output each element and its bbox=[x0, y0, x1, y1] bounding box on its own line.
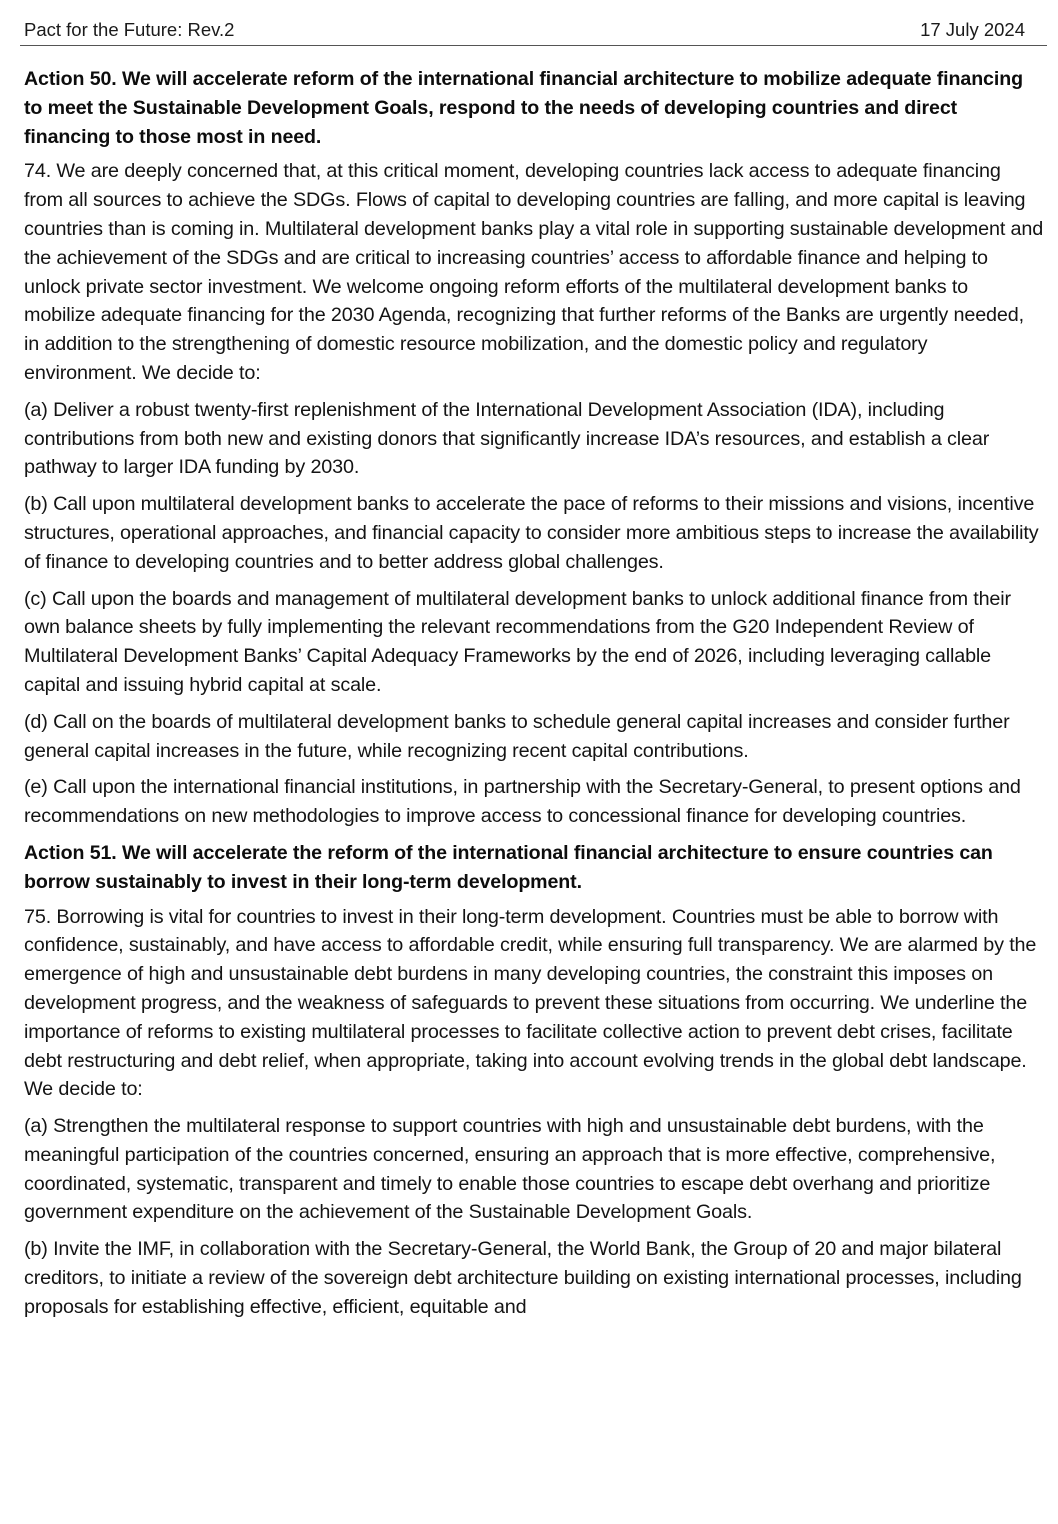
paragraph-74-item-a: (a) Deliver a robust twenty-first replenishment of the International Development Association (IDA), including contributions from both new and existing donors that significantly increase IDA’s resources, and establish a clear pathway to larger IDA funding by 2030. bbox=[24, 398, 990, 479]
paragraph-75-item-b: (b) Invite the IMF, in collaboration with the Secretary-General, the World Bank, the Group of 20 and major bilateral creditors, to initiate a review of the sovereign debt architecture building on existing international processes, including proposals for establishing effective, efficient, equitable and bbox=[24, 1238, 1022, 1318]
paragraph-74-item-d: (d) Call on the boards of multilateral development banks to schedule general capital increases and consider further general capital increases in the future, while recognizing recent capital contributions. bbox=[24, 710, 1010, 762]
document-date: 17 July 2024 bbox=[920, 19, 1025, 40]
paragraph-74: 74. We are deeply concerned that, at this critical moment, developing countries lack access to adequate financing from all sources to achieve the SDGs. Flows of capital to developing countries are falling, and more capital is leaving countries than is coming in. Multilateral development banks play a vital role in supporting sustainable development and the achievement of the SDGs and are critical to increasing countries’ access to affordable finance and helping to unlock private sector investment. We welcome ongoing reform efforts of the multilateral development banks to mobilize adequate financing for the 2030 Agenda, recognizing that further reforms of the Banks are urgently needed, in addition to the strengthening of domestic resource mobilization, and the domestic policy and regulatory environment. We decide to: bbox=[24, 160, 1044, 384]
action-51-heading: Action 51. We will accelerate the reform of the international financial architecture to ensure countries can borrow sustainably to invest in their long-term development. bbox=[24, 841, 993, 893]
action-51-section bbox=[24, 839, 1044, 1322]
paragraph-74-item-b: (b) Call upon multilateral development banks to accelerate the pace of reforms to their missions and visions, incentive structures, operational approaches, and financial capacity to consider more ambitious steps to increase the availability of finance to developing countries and to better address global challenges. bbox=[24, 493, 1039, 573]
document-title: Pact for the Future: Rev.2 bbox=[24, 19, 235, 40]
action-50-section bbox=[24, 65, 1044, 831]
paragraph-75: 75. Borrowing is vital for countries to invest in their long-term development. Countries must be able to borrow with confidence, sustainably, and have access to affordable credit, while ensuring full transparency. We are alarmed by the emergence of high and unsustainable debt burdens in many developing countries, the constraint this imposes on development progress, and the weakness of safeguards to prevent these situations from occurring. We underline the importance of reforms to existing multilateral processes to facilitate collective action to prevent debt crises, facilitate debt restructuring and debt relief, when appropriate, taking into account evolving trends in the global debt landscape. We decide to: bbox=[24, 905, 1037, 1101]
document-body bbox=[24, 46, 1044, 1322]
action-50-heading: Action 50. We will accelerate reform of the international financial architecture to mobilize adequate financing to meet the Sustainable Development Goals, respond to the needs of developing countries and direct financing to those most in need. bbox=[24, 68, 1023, 148]
paragraph-74-item-e: (e) Call upon the international financial institutions, in partnership with the Secretary-General, to present options and recommendations on new methodologies to improve access to concessional finance for developing countries. bbox=[24, 776, 1021, 828]
paragraph-74-item-c: (c) Call upon the boards and management of multilateral development banks to unlock additional finance from their own balance sheets by fully implementing the relevant recommendations from the G20 Independent Review of Multilateral Development Banks’ Capital Adequacy Frameworks by the end of 2026, including leveraging callable capital and issuing hybrid capital at scale. bbox=[24, 587, 1011, 696]
paragraph-75-item-a: (a) Strengthen the multilateral response to support countries with high and unsustainable debt burdens, with the meaningful participation of the countries concerned, ensuring an approach that is more effective, comprehensive, coordinated, systematic, transparent and timely to enable those countries to escape debt overhang and prioritize government expenditure on the achievement of the Sustainable Development Goals. bbox=[24, 1115, 996, 1224]
running-header bbox=[20, 0, 1047, 46]
